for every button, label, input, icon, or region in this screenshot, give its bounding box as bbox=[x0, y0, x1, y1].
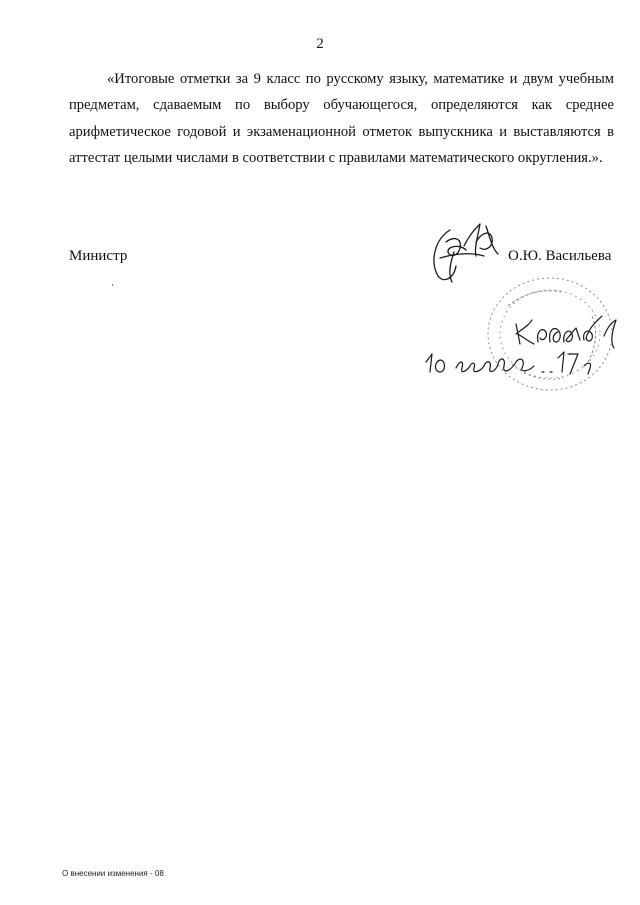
footer-document-reference: О внесении изменения - 08 bbox=[62, 869, 164, 878]
amendment-paragraph: «Итоговые отметки за 9 класс по русскому языку, математике и двум учебным предметам, сдаваемым по выбору обучающегося, определяются как среднее арифметическое годовой и экзаменационной отметок выпускника и выставляются в аттестат целыми числами в соответствии с правилами математического округления.». bbox=[69, 71, 614, 166]
scan-speck bbox=[112, 284, 113, 286]
signatory-name: О.Ю. Васильева bbox=[508, 248, 612, 264]
certification-stamp bbox=[412, 276, 630, 406]
signatory-title: Министр bbox=[69, 248, 128, 264]
page-number: 2 bbox=[316, 36, 324, 52]
